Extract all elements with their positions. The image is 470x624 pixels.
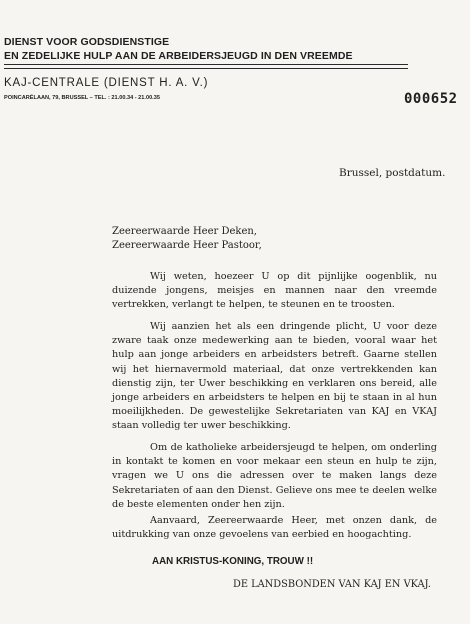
salutation-line-2: Zeereerwaarde Heer Pastoor, <box>112 240 262 251</box>
body-paragraph-2: Wij aanzien het als een dringende plicht, U voor deze zware taak onze medewerking aan te bieden, vooral waar het hulp aan jonge arbeiders en arbeidsters betreft. Gaarne stellen wij het hiernavermold materiaal, dat onze vertrekkenden kan dienstig zijn, ter Uwer beschikking en verklaren ons bereid, alle jonge arbeiders en arbeidsters te helpen en bij te staan in al hun moeilijkheden. De gewestelijke Sekretariaten van KAJ en VKAJ staan volledig ter uwer beschikking. <box>112 321 437 432</box>
organization-name-line-2: EN ZEDELIJKE HULP AAN DE ARBEIDERSJEUGD IN DEN VREEMDE <box>4 50 353 62</box>
document-number: 000652 <box>404 91 458 107</box>
signature: DE LANDSBONDEN VAN KAJ EN VKAJ. <box>233 579 431 590</box>
centrale-name: KAJ-CENTRALE (DIENST H. A. V.) <box>4 77 209 89</box>
organization-name-line-1: DIENST VOOR GODSDIENSTIGE <box>4 36 170 48</box>
letterhead-rule-thin <box>4 68 408 69</box>
salutation-line-1: Zeereerwaarde Heer Deken, <box>112 226 257 237</box>
body-paragraph-1: Wij weten, hoezeer U op dit pijnlijke oogenblik, nu duizende jongens, meisjes en mannen naar den vreemde vertrekken, verlangt te helpen, te steunen en te troosten. <box>112 271 437 311</box>
body-paragraph-4: Aanvaard, Zeereerwaarde Heer, met onzen dank, de uitdrukking van onze gevoelens van eerbied en hoogachting. <box>112 515 437 541</box>
closing-motto: AAN KRISTUS-KONING, TROUW !! <box>152 556 314 567</box>
address-line: POINCARÉLAAN, 79, BRUSSEL – TEL. : 21.00.34 - 21.00.35 <box>4 95 160 101</box>
body-paragraph-3: Om de katholieke arbeidersjeugd te helpen, om onderling in kontakt te komen en voor mekaar een steun en hulp te zijn, vragen we U ons die adressen over te maken langs deze Sekretariaten of aan den Dienst. Gelieve ons mee te deelen welke de beste elementen onder hen zijn. <box>112 442 437 510</box>
letterhead-rule <box>4 64 408 65</box>
place-date: Brussel, postdatum. <box>339 167 446 179</box>
